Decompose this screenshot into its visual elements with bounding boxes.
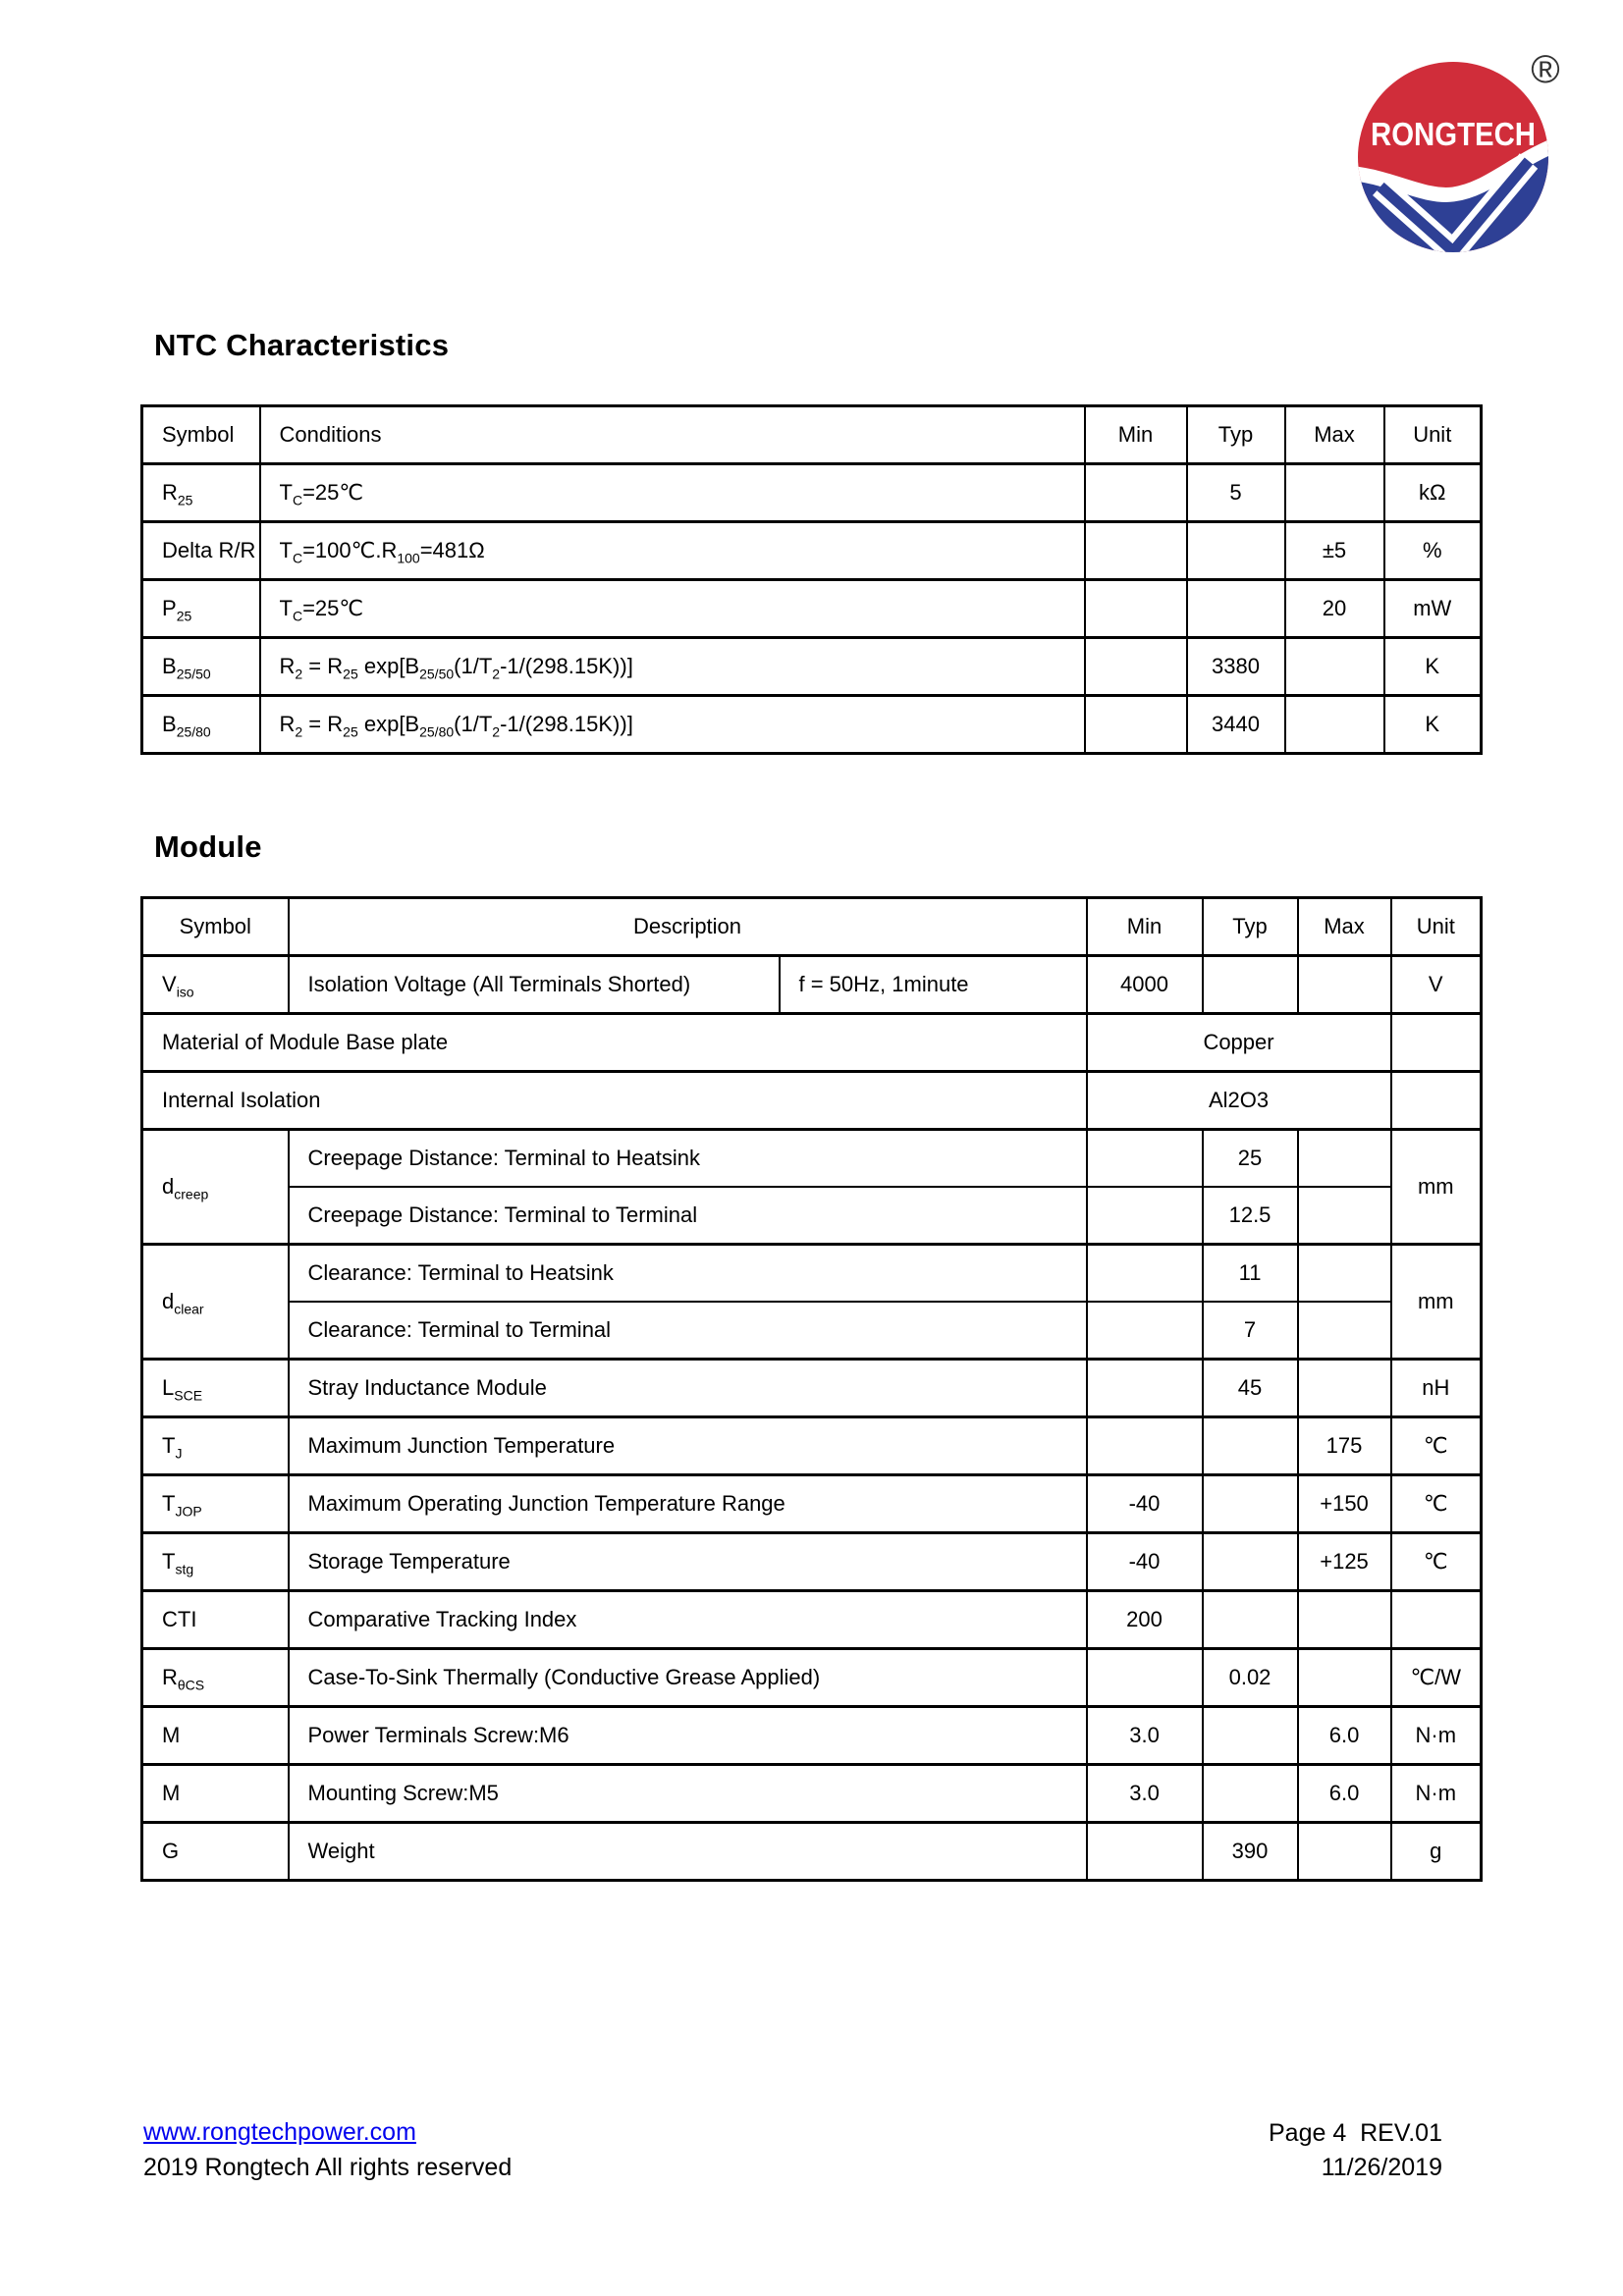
cell-symbol: M [142,1707,289,1765]
cell-symbol: M [142,1765,289,1823]
module-header-typ: Typ [1203,898,1298,956]
cell-max: 6.0 [1298,1765,1391,1823]
cell-symbol: CTI [142,1591,289,1649]
module-header-description: Description [289,898,1087,956]
cell-unit: ℃/W [1391,1649,1482,1707]
cell-min: 3.0 [1087,1765,1203,1823]
cell-min: -40 [1087,1533,1203,1591]
cell-typ: 3440 [1187,696,1285,754]
cell-min [1085,638,1187,696]
cell-min [1085,696,1187,754]
cell-typ: 11 [1203,1245,1298,1303]
cell-value: Copper [1087,1014,1391,1072]
cell-typ [1203,1707,1298,1765]
cell-min [1087,1649,1203,1707]
cell-unit: N·m [1391,1707,1482,1765]
cell-description: Creepage Distance: Terminal to Heatsink [289,1130,1087,1188]
cell-description: Clearance: Terminal to Heatsink [289,1245,1087,1303]
cell-typ: 3380 [1187,638,1285,696]
cell-typ: 5 [1187,464,1285,522]
table-row-internal-isolation [142,1072,1482,1130]
ntc-header-unit: Unit [1384,406,1482,464]
cell-typ [1203,1533,1298,1591]
cell-min: -40 [1087,1475,1203,1533]
rongtech-logo [1353,43,1564,264]
cell-typ: 7 [1203,1302,1298,1360]
table-row [142,1417,1482,1475]
cell-max: ±5 [1285,522,1384,580]
cell-description: Isolation Voltage (All Terminals Shorted) [289,956,780,1014]
cell-conditions: $T_C=25℃$ [260,464,1085,522]
cell-max [1285,638,1384,696]
cell-max [1298,1649,1391,1707]
table-row [142,1765,1482,1823]
cell-typ [1187,522,1285,580]
cell-max [1298,1823,1391,1881]
cell-max: 20 [1285,580,1384,638]
cell-min [1087,1302,1203,1360]
cell-min [1085,464,1187,522]
cell-description: Storage Temperature [289,1533,1087,1591]
cell-typ: 12.5 [1203,1187,1298,1245]
cell-unit: ℃ [1391,1475,1482,1533]
cell-typ [1203,1475,1298,1533]
cell-description: Case-To-Sink Thermally (Conductive Grease Applied) [289,1649,1087,1707]
cell-max [1298,1360,1391,1417]
cell-symbol: $d_{clear}$ [142,1245,289,1360]
cell-description: Comparative Tracking Index [289,1591,1087,1649]
cell-unit: V [1391,956,1482,1014]
table-row [142,1475,1482,1533]
cell-symbol: $V_{iso}$ [142,956,289,1014]
cell-symbol: $T_{stg}$ [142,1533,289,1591]
revision-date: 11/26/2019 [1321,2154,1442,2181]
table-row-dcreep-2 [142,1187,1482,1245]
cell-unit: mm [1391,1130,1482,1245]
cell-symbol: $P_{25}$ [142,580,260,638]
cell-description: Maximum Junction Temperature [289,1417,1087,1475]
module-header-min: Min [1087,898,1203,956]
cell-typ: 25 [1203,1130,1298,1188]
footer-right [1269,2116,1442,2185]
cell-min: 4000 [1087,956,1203,1014]
module-header-symbol: Symbol [142,898,289,956]
cell-symbol: $B_{25/80}$ [142,696,260,754]
table-row [142,580,1482,638]
cell-symbol: $R_{25}$ [142,464,260,522]
cell-conditions: $R_2 = R_{25}$ $\exp[B_{25/80}(1/T_2-1/(298.15K))]$ [260,696,1085,754]
module-header-max: Max [1298,898,1391,956]
cell-typ: 45 [1203,1360,1298,1417]
cell-label: Material of Module Base plate [142,1014,1087,1072]
cell-unit: % [1384,522,1482,580]
cell-min [1085,522,1187,580]
cell-description: Power Terminals Screw:M6 [289,1707,1087,1765]
cell-max [1285,696,1384,754]
cell-symbol: G [142,1823,289,1881]
table-row [142,522,1482,580]
cell-unit: mW [1384,580,1482,638]
cell-description: Weight [289,1823,1087,1881]
cell-symbol: Delta R/R [142,522,260,580]
cell-unit [1391,1072,1482,1130]
cell-value: Al2O3 [1087,1072,1391,1130]
cell-min [1087,1823,1203,1881]
copyright-text: 2019 Rongtech All rights reserved [143,2154,513,2181]
cell-max: 6.0 [1298,1707,1391,1765]
table-row-viso [142,956,1482,1014]
cell-description: Clearance: Terminal to Terminal [289,1302,1087,1360]
module-header-row [142,898,1482,956]
cell-typ [1203,1417,1298,1475]
cell-typ: 390 [1203,1823,1298,1881]
cell-unit: kΩ [1384,464,1482,522]
cell-unit: ℃ [1391,1533,1482,1591]
cell-unit: ℃ [1391,1417,1482,1475]
cell-max: +150 [1298,1475,1391,1533]
table-row [142,1360,1482,1417]
cell-max [1285,464,1384,522]
cell-min [1085,580,1187,638]
cell-typ [1203,956,1298,1014]
rongtech-logo-graphic [1353,43,1564,264]
cell-min [1087,1245,1203,1303]
ntc-table [140,404,1483,755]
cell-unit: N·m [1391,1765,1482,1823]
cell-min [1087,1187,1203,1245]
cell-max: +125 [1298,1533,1391,1591]
logo-brand-text: RONGTECH [1371,116,1536,152]
page-number: Page 4 REV.01 [1269,2119,1442,2147]
cell-typ [1203,1591,1298,1649]
table-row-dclear-2 [142,1302,1482,1360]
cell-symbol: $d_{creep}$ [142,1130,289,1245]
cell-max [1298,1130,1391,1188]
table-row [142,638,1482,696]
cell-description: Creepage Distance: Terminal to Terminal [289,1187,1087,1245]
cell-unit: mm [1391,1245,1482,1360]
cell-min: 3.0 [1087,1707,1203,1765]
cell-symbol: $T_{JOP}$ [142,1475,289,1533]
cell-conditions: $T_C=25℃$ [260,580,1085,638]
cell-unit: nH [1391,1360,1482,1417]
table-row [142,1649,1482,1707]
table-row [142,696,1482,754]
cell-typ: 0.02 [1203,1649,1298,1707]
cell-unit [1391,1014,1482,1072]
cell-min [1087,1360,1203,1417]
table-row [142,464,1482,522]
cell-symbol: $L_{SCE}$ [142,1360,289,1417]
cell-max [1298,1245,1391,1303]
cell-typ [1187,580,1285,638]
table-row [142,1823,1482,1881]
cell-symbol: $B_{25/50}$ [142,638,260,696]
cell-max [1298,1187,1391,1245]
cell-max [1298,956,1391,1014]
cell-max [1298,1591,1391,1649]
cell-condition: f = 50Hz, 1minute [780,956,1087,1014]
table-row-dcreep-1 [142,1130,1482,1188]
ntc-header-typ: Typ [1187,406,1285,464]
table-row [142,1707,1482,1765]
cell-typ [1203,1765,1298,1823]
ntc-section-title: NTC Characteristics [154,328,450,362]
cell-unit [1391,1591,1482,1649]
cell-label: Internal Isolation [142,1072,1087,1130]
cell-symbol: $R_{\theta CS}$ [142,1649,289,1707]
ntc-header-min: Min [1085,406,1187,464]
cell-min [1087,1417,1203,1475]
cell-max [1298,1302,1391,1360]
website-link[interactable]: www.rongtechpower.com [143,2118,416,2146]
cell-unit: g [1391,1823,1482,1881]
ntc-header-symbol: Symbol [142,406,260,464]
cell-description: Stray Inductance Module [289,1360,1087,1417]
cell-unit: K [1384,638,1482,696]
module-section-title: Module [154,829,262,864]
cell-unit: K [1384,696,1482,754]
cell-min: 200 [1087,1591,1203,1649]
cell-symbol: $T_J$ [142,1417,289,1475]
ntc-header-conditions: Conditions [260,406,1085,464]
footer-left [143,2114,512,2185]
ntc-header-max: Max [1285,406,1384,464]
ntc-header-row [142,406,1482,464]
cell-description: Mounting Screw:M5 [289,1765,1087,1823]
registered-trademark-icon: ® [1531,48,1560,91]
cell-conditions: $R_2 = R_{25}$ $\exp[B_{25/50}(1/T_2-1/(298.15K))]$ [260,638,1085,696]
table-row [142,1533,1482,1591]
cell-conditions: $T_C=100℃.R_{100}=481\Omega$ [260,522,1085,580]
cell-min [1087,1130,1203,1188]
cell-description: Maximum Operating Junction Temperature Range [289,1475,1087,1533]
table-row [142,1591,1482,1649]
module-header-unit: Unit [1391,898,1482,956]
table-row-dclear-1 [142,1245,1482,1303]
cell-max: 175 [1298,1417,1391,1475]
module-table [140,896,1483,1882]
table-row-base-plate [142,1014,1482,1072]
